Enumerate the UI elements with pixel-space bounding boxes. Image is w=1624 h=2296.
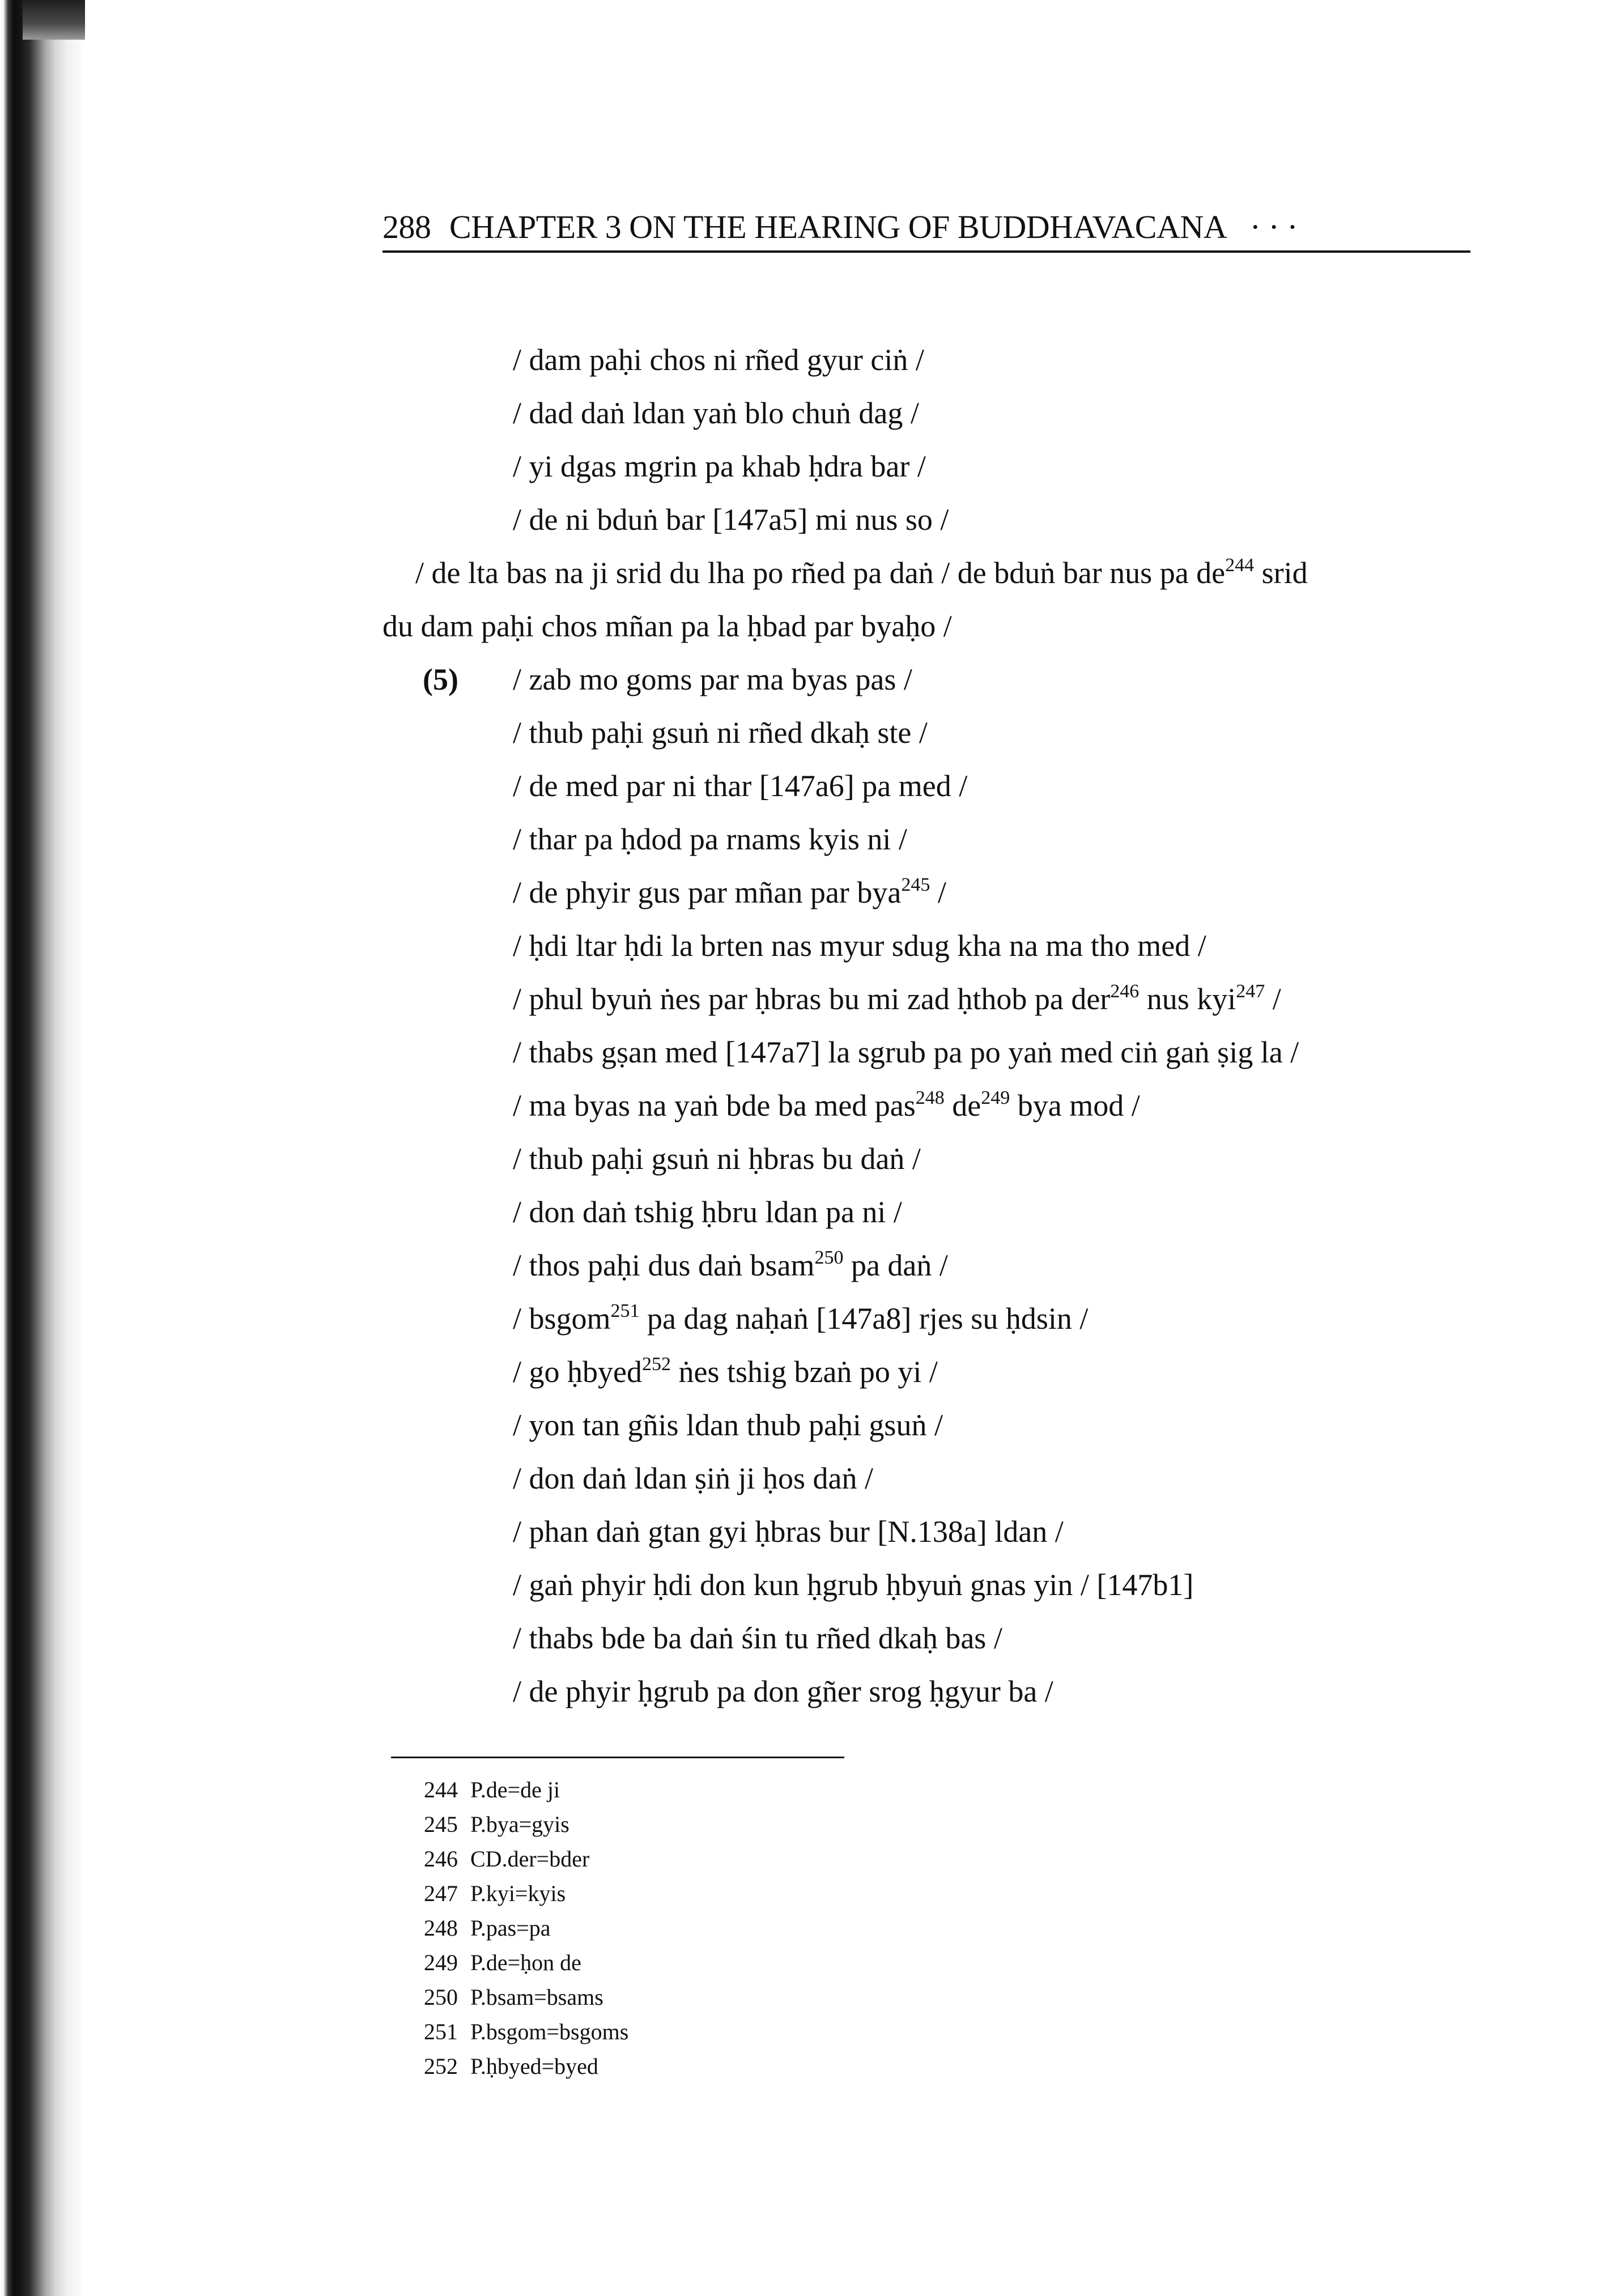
footnote-ref: 251 [610,1300,640,1321]
verse-line: / thub paḥi gsuṅ ni rñed dkaḥ ste / [513,716,928,750]
header-ellipsis: · · · [1249,209,1298,245]
verse-line: / ḥdi ltar ḥdi la brten nas myur sdug kha na ma tho med / [513,929,1206,963]
verse-line [513,1299,1088,1338]
footnote [424,1980,628,2014]
prose-line [415,553,1308,593]
prose-text: srid [1254,556,1308,590]
verse-text: de [944,1089,981,1123]
footnote-ref: 248 [915,1087,945,1108]
verse-text: / bsgom [513,1302,611,1336]
verse-text: / go ḥbyed [513,1355,642,1389]
verse-line: / zab mo goms par ma byas pas / [513,662,912,696]
footnote-text: P.de=de ji [470,1777,560,1802]
footnote-text: P.ḥbyed=byed [470,2053,598,2079]
footnote-text: P.de=ḥon de [470,1950,581,1975]
verse-text: bya mod / [1010,1089,1140,1123]
scan-binding-edge [0,0,85,2296]
footnote [424,1945,628,1980]
footnote-text: P.bsgom=bsgoms [470,2019,629,2044]
footnote-text: P.pas=pa [470,1915,551,1941]
verse-line [513,873,946,912]
verse-line: / de phyir ḥgrub pa don gñer srog ḥgyur ba / [513,1674,1053,1708]
footnote-ref: 247 [1236,981,1265,1002]
verse-line [513,1086,1140,1125]
footnote [424,1842,628,1876]
footnote-number: 247 [424,1881,458,1906]
footnote-number: 245 [424,1812,458,1837]
verse-line: / thar pa ḥdod pa rnams kyis ni / [513,822,907,856]
verse-text: / thos paḥi dus daṅ bsam [513,1248,815,1282]
verse-line: / thub paḥi gsuṅ ni ḥbras bu daṅ / [513,1142,921,1176]
footnote [424,2014,628,2049]
verse-text: pa daṅ / [843,1248,948,1282]
footnote [424,1876,628,1911]
verse-line: / don daṅ ldan ṣiṅ ji ḥos daṅ / [513,1461,873,1495]
verse-line: / de med par ni thar [147a6] pa med / [513,769,968,803]
verse-text: / ma byas na yaṅ bde ba med pas [513,1089,916,1123]
footnote [424,2049,628,2084]
footnote-ref: 250 [814,1247,844,1268]
footnote-number: 252 [424,2053,458,2079]
footnotes [424,1772,628,2084]
verse-line [513,979,1281,1019]
footnote-text: P.bsam=bsams [470,1984,603,2010]
verse-line: / yon tan gñis ldan thub paḥi gsuṅ / [513,1408,943,1442]
page-number: 288 [382,209,431,245]
chapter-title: CHAPTER 3 ON THE HEARING OF BUDDHAVACANA [449,209,1227,245]
verse-text: ṅes tshig bzaṅ po yi / [670,1355,938,1389]
footnote-number: 244 [424,1777,458,1802]
footnote [424,1911,628,1945]
verse-line: / dam paḥi chos ni rñed gyur ciṅ / [513,343,924,377]
footnote-number: 251 [424,2019,458,2044]
verse-line: / thabs gṣan med [147a7] la sgrub pa po yaṅ med ciṅ gaṅ ṣig la / [513,1035,1299,1069]
scan-binding-tab [23,0,85,40]
footnote-ref: 246 [1110,981,1140,1002]
page-header [382,207,1470,253]
prose-text: / de lta bas na ji srid du lha po rñed pa daṅ / de bduṅ bar nus pa de [415,556,1226,590]
verse-line [513,1245,948,1285]
verse-text: / [1265,982,1281,1016]
footnote-text: P.kyi=kyis [470,1881,566,1906]
footnote-ref: 244 [1225,555,1255,576]
footnote-ref: 249 [981,1087,1010,1108]
verse-line: / thabs bde ba daṅ śin tu rñed dkaḥ bas / [513,1621,1002,1655]
footnote-number: 250 [424,1984,458,2010]
footnote [424,1807,628,1842]
verse-text: / de phyir gus par mñan par bya [513,875,902,909]
verse-text: pa dag naḥaṅ [147a8] rjes su ḥdsin / [639,1302,1089,1336]
footnote-text: CD.der=bder [470,1846,590,1872]
footnote-number: 249 [424,1950,458,1975]
footnote-text: P.bya=gyis [470,1812,569,1837]
prose-line: du dam paḥi chos mñan pa la ḥbad par byaḥo / [382,609,952,643]
verse-line: / gaṅ phyir ḥdi don kun ḥgrub ḥbyuṅ gnas yin / [147b1] [513,1568,1194,1602]
footnote-ref: 252 [641,1354,671,1375]
verse-text: / [930,875,946,909]
verse-line: / yi dgas mgrin pa khab ḥdra bar / [513,449,926,483]
verse-text: nus kyi [1139,982,1236,1016]
footnote-ref: 245 [901,874,930,895]
verse-text: / phul byuṅ ṅes par ḥbras bu mi zad ḥthob pa der [513,982,1111,1016]
verse-line: / de ni bduṅ bar [147a5] mi nus so / [513,503,949,537]
verse-line: / don daṅ tshig ḥbru ldan pa ni / [513,1195,902,1229]
footnote [424,1772,628,1807]
footnote-number: 246 [424,1846,458,1872]
footnote-divider [391,1757,844,1758]
footnote-number: 248 [424,1915,458,1941]
section-marker: (5) [423,662,458,696]
verse-line: / phan daṅ gtan gyi ḥbras bur [N.138a] ldan / [513,1515,1064,1549]
verse-line [513,1352,938,1392]
verse-line: / dad daṅ ldan yaṅ blo chuṅ dag / [513,396,919,430]
